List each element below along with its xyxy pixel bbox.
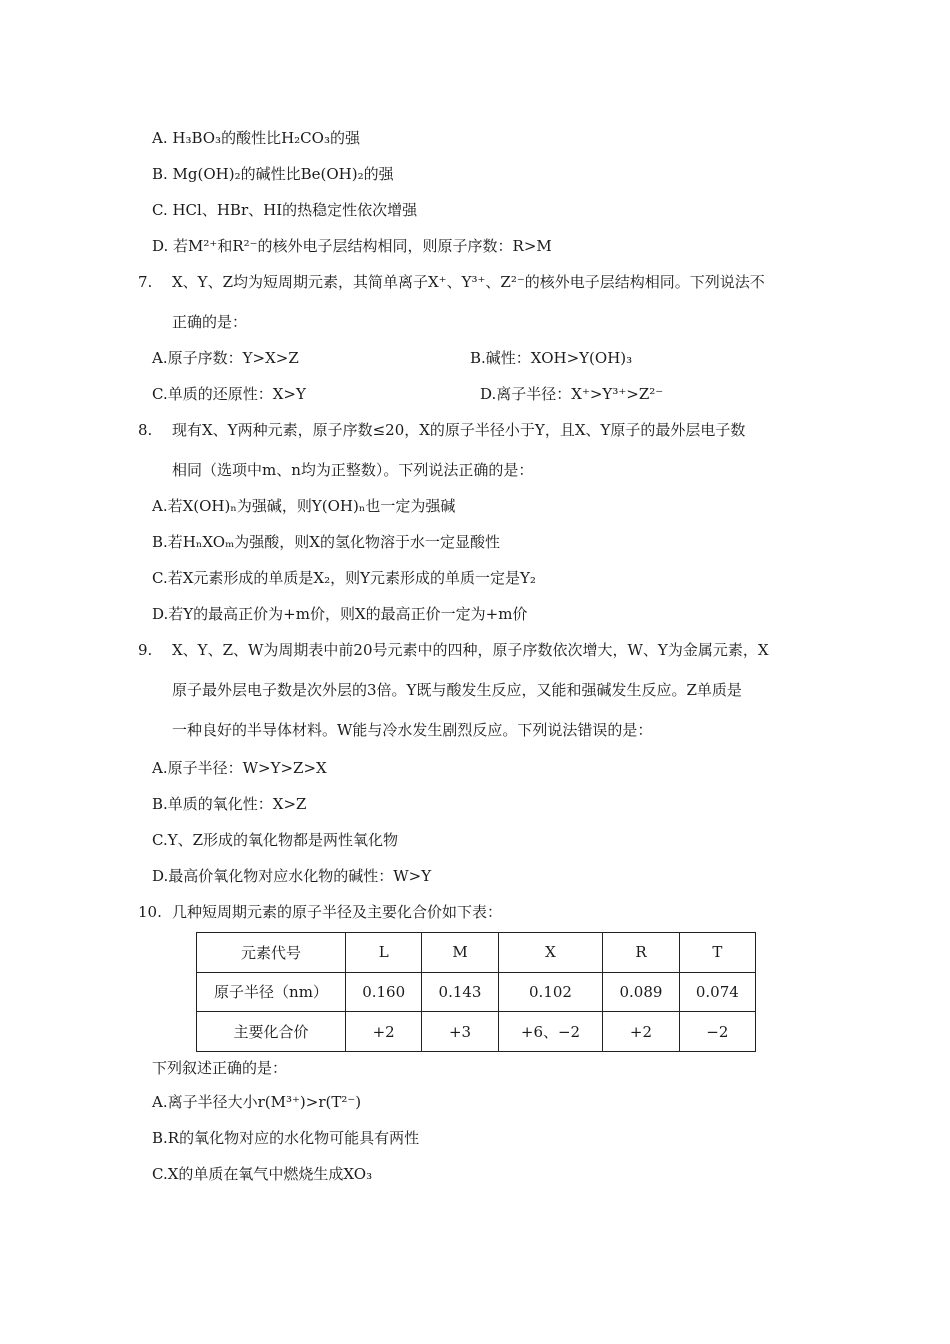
table-cell: 0.143: [422, 972, 498, 1012]
q9-option-c: C.Y、Z形成的氧化物都是两性氧化物: [152, 831, 399, 849]
table-cell: +6、−2: [498, 1012, 603, 1052]
table-cell: +3: [422, 1012, 498, 1052]
q7-stem-line2: 正确的是：: [172, 313, 248, 331]
q9-option-a: A.原子半径：W>Y>Z>X: [152, 759, 327, 777]
q10-stem: [138, 902, 502, 922]
q10-number: 10.: [138, 903, 162, 921]
table-cell: 0.160: [346, 972, 422, 1012]
q7-option-d: D.离子半径：X⁺>Y³⁺>Z²⁻: [480, 385, 664, 403]
q9-number: 9.: [138, 641, 153, 659]
q9-stem-line3: 一种良好的半导体材料。W能与冷水发生剧烈反应。下列说法错误的是：: [172, 721, 653, 739]
q6-option-b: B. Mg(OH)₂的碱性比Be(OH)₂的强: [152, 165, 394, 183]
table-cell: 主要化合价: [197, 1012, 346, 1052]
table-row: [197, 1012, 756, 1052]
table-cell: +2: [346, 1012, 422, 1052]
table-cell: 0.102: [498, 972, 603, 1012]
table-cell: 原子半径（nm）: [197, 972, 346, 1012]
q7-number: 7.: [138, 273, 153, 291]
q7-option-c: C.单质的还原性：X>Y: [152, 385, 306, 403]
q10-stem-text: 几种短周期元素的原子半径及主要化合价如下表：: [172, 903, 503, 921]
q9-stem-line2: 原子最外层电子数是次外层的3倍。Y既与酸发生反应，又能和强碱发生反应。Z单质是: [172, 681, 742, 699]
q7-stem: [138, 272, 765, 292]
table-cell: 0.074: [679, 972, 755, 1012]
q7-option-a: A.原子序数：Y>X>Z: [152, 349, 299, 367]
table-row: [197, 972, 756, 1012]
table-cell: −2: [679, 1012, 755, 1052]
q6-option-c: C. HCl、HBr、HI的热稳定性依次增强: [152, 201, 418, 219]
q9-stem: [138, 640, 769, 660]
q8-stem: [138, 420, 745, 440]
q10-option-c: C.X的单质在氧气中燃烧生成XO₃: [152, 1165, 373, 1183]
table-cell: R: [603, 933, 679, 973]
q7-stem-line1: X、Y、Z均为短周期元素，其简单离子X⁺、Y³⁺、Z²⁻的核外电子层结构相同。下列说法不: [172, 273, 765, 291]
q8-option-c: C.若X元素形成的单质是X₂，则Y元素形成的单质一定是Y₂: [152, 569, 536, 587]
q10-option-a: A.离子半径大小r(M³⁺)>r(T²⁻): [152, 1093, 362, 1111]
q8-option-d: D.若Y的最高正价为+m价，则X的最高正价一定为+m价: [152, 605, 528, 623]
q6-option-d: D. 若M²⁺和R²⁻的核外电子层结构相同，则原子序数：R>M: [152, 237, 552, 255]
table-cell: L: [346, 933, 422, 973]
q6-option-a: A. H₃BO₃的酸性比H₂CO₃的强: [152, 129, 360, 147]
table-cell: T: [679, 933, 755, 973]
table-cell: 元素代号: [197, 933, 346, 973]
table-cell: +2: [603, 1012, 679, 1052]
table-cell: 0.089: [603, 972, 679, 1012]
table-header-row: [197, 933, 756, 973]
q10-after-table: 下列叙述正确的是：: [152, 1059, 288, 1077]
q7-option-b: B.碱性：XOH>Y(OH)₃: [470, 349, 633, 367]
element-data-table: [196, 932, 756, 1052]
q8-number: 8.: [138, 421, 153, 439]
q10-option-b: B.R的氧化物对应的水化物可能具有两性: [152, 1129, 420, 1147]
q9-stem-line1: X、Y、Z、W为周期表中前20号元素中的四种，原子序数依次增大，W、Y为金属元素，X: [172, 641, 769, 659]
q9-option-b: B.单质的氧化性：X>Z: [152, 795, 307, 813]
q8-option-b: B.若HₙXOₘ为强酸，则X的氢化物溶于水一定显酸性: [152, 533, 500, 551]
q8-option-a: A.若X(OH)ₙ为强碱，则Y(OH)ₙ也一定为强碱: [152, 497, 456, 515]
q8-stem-line1: 现有X、Y两种元素，原子序数≤20，X的原子半径小于Y，且X、Y原子的最外层电子数: [172, 421, 746, 439]
q9-option-d: D.最高价氧化物对应水化物的碱性：W>Y: [152, 867, 432, 885]
table-cell: X: [498, 933, 603, 973]
table-cell: M: [422, 933, 498, 973]
q8-stem-line2: 相同（选项中m、n均为正整数）。下列说法正确的是：: [172, 461, 534, 479]
